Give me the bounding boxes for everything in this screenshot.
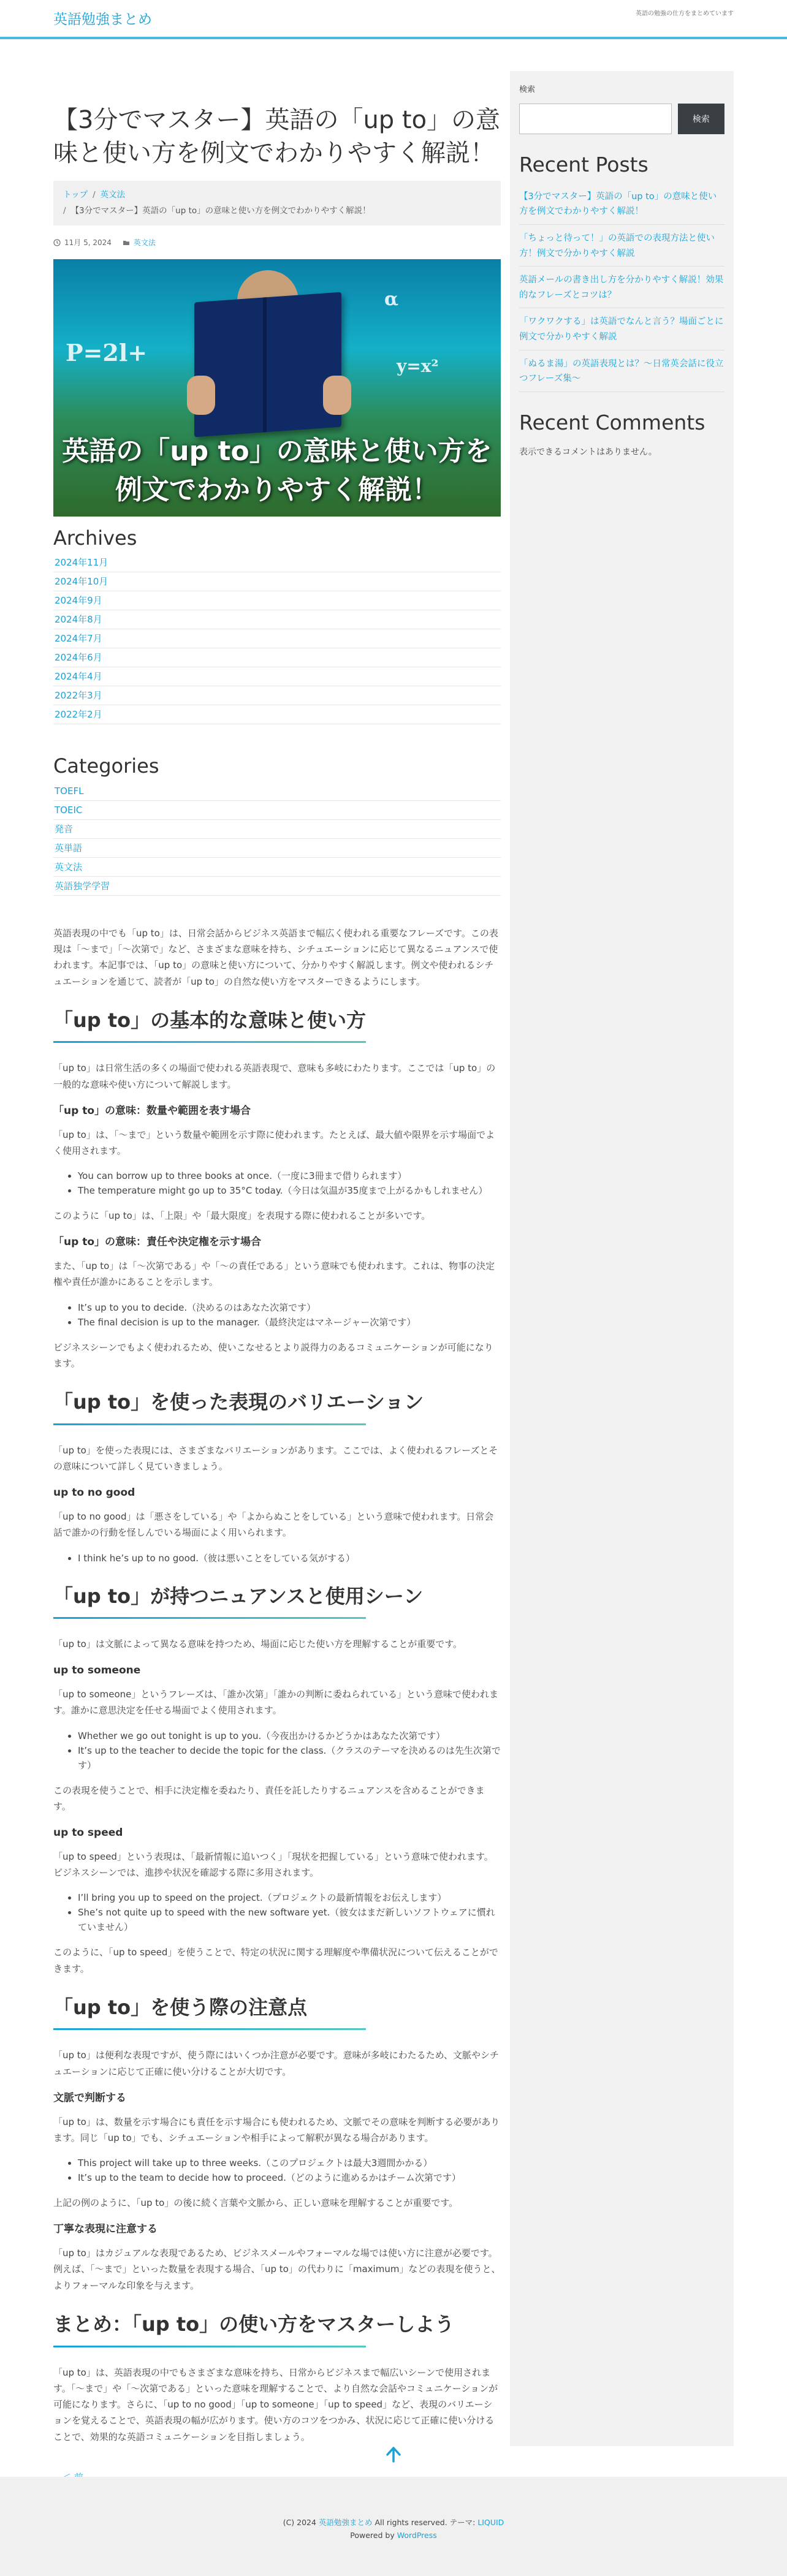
- category-item: [53, 820, 501, 839]
- example-item: • I think he’s up to no good.（彼は悪いことをしている気がする）: [78, 1551, 501, 1566]
- hero-formula: y=x²: [397, 355, 439, 376]
- powered-by-line: [0, 2529, 787, 2542]
- subsection-heading: up to someone: [53, 1664, 141, 1677]
- site-footer: [0, 2477, 787, 2576]
- site-title-link[interactable]: 英語勉強まとめ: [53, 12, 152, 28]
- archive-item: [53, 591, 501, 610]
- search-input[interactable]: [519, 104, 672, 134]
- powered-by-text: Powered by: [350, 2531, 395, 2540]
- subsection-heading: 「up to」の意味：数量や範囲を表す場合: [53, 1104, 251, 1117]
- paragraph: 「up to」は、「〜まで」という数量や範囲を示す際に使われます。たとえば、最大値や限界を示す場面でよく使用されます。: [53, 1129, 495, 1156]
- hero-formula: P=2l+: [66, 338, 148, 366]
- archive-link[interactable]: 2024年9月: [55, 595, 102, 607]
- footer-theme-link[interactable]: LIQUID: [477, 2518, 504, 2527]
- archives-title: Archives: [53, 526, 137, 550]
- section-heading: 「up to」が持つニュアンスと使用シーン: [53, 1584, 501, 1619]
- subsection-heading: up to speed: [53, 1827, 123, 1839]
- post-category-link[interactable]: 英文法: [133, 238, 156, 247]
- archive-link[interactable]: 2024年6月: [55, 652, 102, 664]
- recent-comments-title: Recent Comments: [519, 411, 705, 435]
- example-item: • She’s not quite up to speed with the new software yet.（彼女はまだ新しいソフトウェアに慣れていません）: [78, 1905, 501, 1934]
- category-item: [53, 877, 501, 896]
- archives-widget: [53, 526, 501, 725]
- category-link[interactable]: TOEIC: [55, 804, 83, 816]
- main-column: [53, 69, 501, 2485]
- scroll-top-arrow-icon[interactable]: [382, 2443, 405, 2466]
- category-link[interactable]: 英文法: [55, 861, 83, 873]
- hero-book: [194, 292, 341, 437]
- paragraph: このように、「up to speed」を使うことで、特定の状況に関する理解度や準備状況について伝えることができます。: [53, 1947, 498, 1974]
- category-link[interactable]: 発音: [55, 823, 74, 835]
- post-meta: [53, 237, 501, 249]
- example-list: [78, 1169, 501, 1198]
- hero-hand: [323, 376, 351, 415]
- archive-link[interactable]: 2024年7月: [55, 633, 102, 645]
- subsection-heading: 文脈で判断する: [53, 2091, 126, 2104]
- example-item: • The final decision is up to the manager.（最終決定はマネージャー次第です）: [78, 1315, 501, 1330]
- recent-post-item: [519, 354, 724, 392]
- categories-widget: [53, 754, 501, 896]
- section-heading: 「up to」の基本的な意味と使い方: [53, 1008, 501, 1044]
- breadcrumb-separator: /: [93, 190, 96, 200]
- category-link[interactable]: TOEFL: [55, 785, 84, 797]
- paragraph: ビジネスシーンでもよく使われるため、使いこなせるとより説得力のあるコミュニケーションが可能になります。: [53, 1341, 493, 1369]
- copyright-text: All rights reserved. テーマ:: [374, 2518, 476, 2527]
- post-date: 11月 5, 2024: [64, 238, 112, 247]
- hero-hand: [187, 376, 215, 415]
- example-list: [78, 1551, 501, 1566]
- example-item: • You can borrow up to three books at once.（一度に3冊まで借りられます）: [78, 1169, 501, 1183]
- hero-caption: [53, 432, 501, 510]
- archive-link[interactable]: 2022年3月: [55, 690, 102, 702]
- section-heading: 「up to」を使う際の注意点: [53, 1995, 501, 2031]
- footer-site-link[interactable]: 英語勉強まとめ: [318, 2518, 373, 2527]
- paragraph: また、「up to」は「〜次第である」や「〜の責任である」という意味でも使われます。これは、物事の決定権や責任が誰かにあることを示します。: [53, 1260, 495, 1288]
- paragraph: 「up to」は文脈によって異なる意味を持つため、場面に応じた使い方を理解することが重要です。: [53, 1638, 463, 1650]
- no-comments-text: 表示できるコメントはありません。: [519, 447, 657, 457]
- example-item: • It’s up to you to decide.（決めるのはあなた次第です）: [78, 1300, 501, 1315]
- search-form: [519, 104, 724, 134]
- archive-item: [53, 648, 501, 667]
- breadcrumb-category-link[interactable]: 英文法: [100, 190, 126, 200]
- example-item: • I’ll bring you up to speed on the project.（プロジェクトの最新情報をお伝えします）: [78, 1890, 501, 1905]
- recent-post-link[interactable]: 「ちょっと待って！」の英語での表現方法と使い方！例文で分かりやすく解説: [519, 233, 715, 259]
- copyright-prefix: (C) 2024: [283, 2518, 316, 2527]
- example-item: • The temperature might go up to 35°C today.（今日は気温が35度まで上がるかもしれません）: [78, 1183, 501, 1198]
- archive-item: [53, 667, 501, 686]
- recent-post-link[interactable]: 英語メールの書き出し方を分かりやすく解説！効果的なフレーズとコツは？: [519, 275, 724, 300]
- archive-link[interactable]: 2024年11月: [55, 557, 108, 569]
- site-header: [0, 0, 787, 39]
- paragraph: 「up to」は、英語表現の中でもさまざまな意味を持ち、日常からビジネスまで幅広いシーンで使用されます。「〜まで」や「〜次第である」といった意味を理解することで、より自然な会話やコミュニケーションが可能になります。さらに、「up to no good」「up to someone」「up to speed」など、表現のバリエーションを覚えることで、英語表現の幅が広がります。使い方のコツをつかみ、状況に応じて正確に使い分けることで、効果的な英語コミュニケーションを目指しましょう。: [53, 2366, 498, 2442]
- example-list: [78, 1890, 501, 1934]
- category-item: [53, 801, 501, 820]
- sidebar: [510, 71, 734, 2446]
- subsection-heading: 「up to」の意味：責任や決定権を示す場合: [53, 1236, 261, 1249]
- search-button[interactable]: 検索: [678, 104, 724, 134]
- archive-item: [53, 610, 501, 629]
- category-item: [53, 839, 501, 858]
- example-item: • Whether we go out tonight is up to you.（今夜出かけるかどうかはあなた次第です）: [78, 1729, 501, 1743]
- breadcrumb-current: 【3分でマスター】英語の「up to」の意味と使い方を例文でわかりやすく解説！: [70, 206, 371, 216]
- paragraph: 上記の例のように、「up to」の後に続く言葉や文脈から、正しい意味を理解することが重要です。: [53, 2197, 458, 2209]
- archive-item: [53, 572, 501, 591]
- recent-post-link[interactable]: 【3分でマスター】英語の「up to」の意味と使い方を例文でわかりやすく解説！: [519, 191, 717, 217]
- recent-posts-list: [519, 187, 724, 392]
- article-body: [53, 925, 501, 2445]
- categories-title: Categories: [53, 754, 159, 778]
- recent-post-item: [519, 187, 724, 225]
- archive-item: [53, 705, 501, 724]
- hero-formula: α: [384, 288, 399, 310]
- archive-link[interactable]: 2022年2月: [55, 709, 102, 721]
- hero-caption-line: 英語の「up to」の意味と使い方を: [62, 435, 492, 467]
- breadcrumb-home-link[interactable]: トップ: [63, 190, 88, 200]
- copyright-line: [0, 2516, 787, 2529]
- breadcrumb-separator: /: [63, 206, 66, 216]
- example-list: [78, 2156, 501, 2185]
- example-item: • It’s up to the teacher to decide the topic for the class.（クラスのテーマを決めるのは先生次第です）: [78, 1743, 501, 1773]
- archive-item: [53, 686, 501, 705]
- paragraph: 「up to」を使った表現には、さまざまなバリエーションがあります。ここでは、よく使われるフレーズとその意味について詳しく見ていきましょう。: [53, 1444, 498, 1472]
- example-item: • This project will take up to three weeks.（このプロジェクトは最大3週間かかる）: [78, 2156, 501, 2170]
- archive-link[interactable]: 2024年10月: [55, 576, 108, 588]
- paragraph: この表現を使うことで、相手に決定権を委ねたり、責任を託したりするニュアンスを含めることができます。: [53, 1784, 485, 1812]
- paragraph: 「up to」は日常生活の多くの場面で使われる英語表現で、意味も多岐にわたります。ここでは「up to」の一般的な意味や使い方について解説します。: [53, 1063, 496, 1090]
- category-item: [53, 858, 501, 877]
- hero-image: [53, 259, 501, 517]
- clock-icon: [53, 239, 61, 246]
- example-item: • It’s up to the team to decide how to proceed.（どのように進めるかはチーム次第です）: [78, 2170, 501, 2185]
- paragraph: 「up to」は便利な表現ですが、使う際にはいくつか注意が必要です。意味が多岐にわたるため、文脈やシチュエーションに応じて正確に使い分けることが大切です。: [53, 2050, 500, 2077]
- recent-post-link[interactable]: 「ワクワクする」は英語でなんと言う？場面ごとに例文で分かりやすく解説: [519, 317, 724, 343]
- paragraph: このように「up to」は、「上限」や「最大限度」を表現する際に使われることが多いです。: [53, 1210, 431, 1222]
- section-heading: 「up to」を使った表現のバリエーション: [53, 1390, 501, 1425]
- archive-item: [53, 553, 501, 572]
- recent-post-item: [519, 312, 724, 350]
- breadcrumb: [53, 181, 501, 225]
- example-list: [78, 1300, 501, 1330]
- wordpress-link[interactable]: WordPress: [397, 2531, 437, 2540]
- paragraph: 「up to no good」は「悪さをしている」や「よからぬことをしている」という意味で使われます。日常会話で誰かの行動を怪しんでいる場面によく用いられます。: [53, 1511, 494, 1539]
- paragraph: 「up to」はカジュアルな表現であるため、ビジネスメールやフォーマルな場では使い方に注意が必要です。例えば、「〜まで」といった数量を表現する場合、「up to」の代わりに「maximum」などの表現を使うと、よりフォーマルな印象を与えます。: [53, 2248, 501, 2291]
- archive-link[interactable]: 2024年8月: [55, 614, 102, 626]
- subsection-heading: up to no good: [53, 1487, 135, 1499]
- section-heading: まとめ：「up to」の使い方をマスターしよう: [53, 2312, 501, 2347]
- search-label: 検索: [519, 85, 536, 94]
- recent-posts-title: Recent Posts: [519, 152, 648, 176]
- category-item: [53, 782, 501, 801]
- archive-item: [53, 629, 501, 648]
- paragraph: 「up to someone」というフレーズは、「誰か次第」「誰かの判断に委ねられている」という意味で使われます。誰かに意思決定を任せる場面でよく使用されます。: [53, 1689, 499, 1716]
- page-title: 【3分でマスター】英語の「up to」の意味と使い方を例文でわかりやすく解説！: [53, 106, 501, 167]
- paragraph: 「up to speed」という表現は、「最新情報に追いつく」「現状を把握している」という意味で使われます。ビジネスシーンでは、進捗や状況を確認する際に多用されます。: [53, 1851, 493, 1879]
- folder-icon: [123, 239, 130, 246]
- hero-caption-line: 例文でわかりやすく解説！: [115, 474, 439, 506]
- recent-post-link[interactable]: 「ぬるま湯」の英語表現とは？〜日常英会話に役立つフレーズ集〜: [519, 358, 724, 384]
- paragraph: 「up to」は、数量を示す場合にも責任を示す場合にも使われるため、文脈でその意味を判断する必要があります。同じ「up to」でも、シチュエーションや相手によって解釈が異なる場合があります。: [53, 2116, 500, 2143]
- example-list: [78, 1729, 501, 1773]
- site-description: 英語の勉強の仕方をまとめています: [636, 10, 734, 17]
- subsection-heading: 丁寧な表現に注意する: [53, 2223, 158, 2236]
- category-link[interactable]: 英語独学学習: [55, 880, 110, 892]
- archive-link[interactable]: 2024年4月: [55, 671, 102, 683]
- intro-paragraph: 英語表現の中でも「up to」は、日常会話からビジネス英語まで幅広く使われる重要なフレーズです。この表現は「〜まで」「〜次第で」など、さまざまな意味を持ち、シチュエーションに応じて異なるニュアンスで使われます。本記事では、「up to」の意味と使い方について、分かりやすく解説します。例文や使われるシチュエーションを通じて、読者が「up to」の自然な使い方をマスターできるようにします。: [53, 927, 498, 987]
- category-link[interactable]: 英単語: [55, 842, 83, 854]
- recent-post-item: [519, 229, 724, 267]
- recent-post-item: [519, 270, 724, 308]
